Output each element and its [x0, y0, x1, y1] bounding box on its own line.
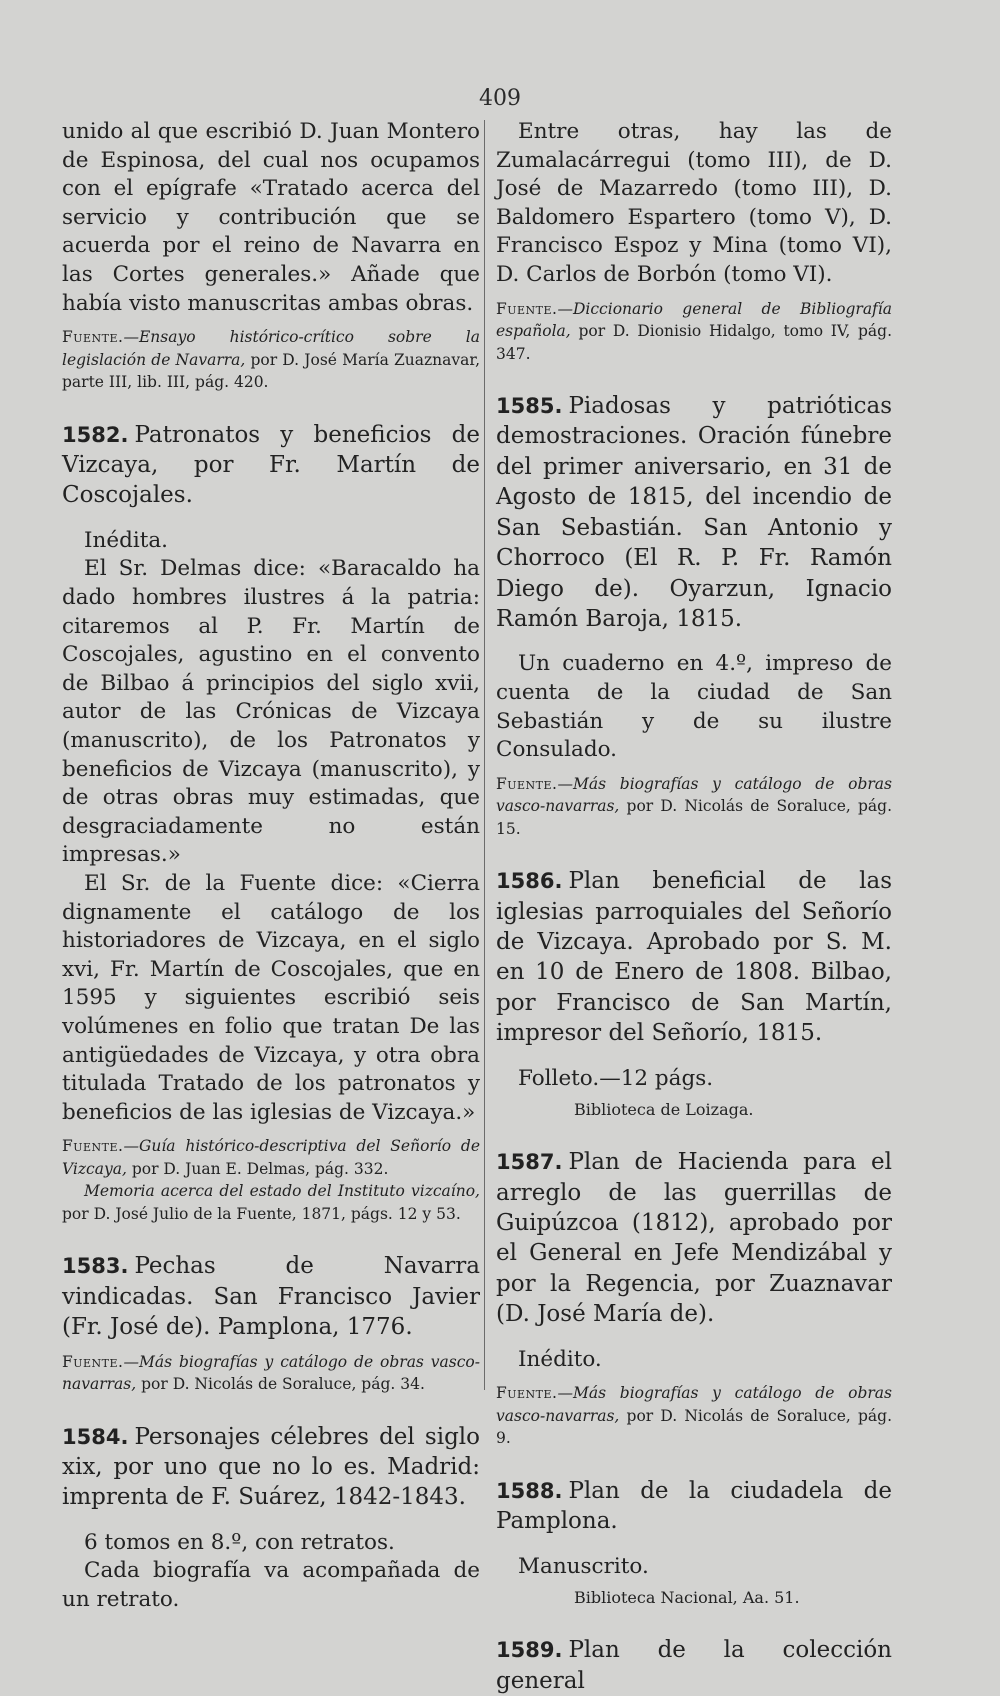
page-number: 409	[479, 86, 521, 111]
paragraph: Entre otras, hay las de Zumalacárregui (tomo III), de D. José de Mazarredo (tomo III), D. Baldomero Espartero (tomo V), D. Francisco Espoz y Mina (tomo VI), D. Carlos de Borbón (tomo VI).	[496, 119, 892, 287]
source-label: Fuente.	[496, 1384, 558, 1403]
entry-1583	[62, 1251, 480, 1342]
paragraph: unido al que escribió D. Juan Montero de Espinosa, del cual nos ocupamos con el epígrafe «Tratado acerca del servicio y contribución que se acuerda por el reino de Navarra en las Cortes generales.» Añade que había visto manuscritas ambas obras.	[62, 119, 480, 316]
source-detail: por D. José María Zuaznavar, parte III, lib. III, pág. 420.	[62, 350, 480, 392]
paragraph: Cada biografía va acompañada de un retrato.	[62, 1558, 480, 1612]
entry-1588	[496, 1476, 892, 1537]
source-title: —Diccionario general de Bibliografía española,	[496, 299, 892, 341]
entry-number: 1589.	[496, 1638, 563, 1663]
paragraph: Inédito.	[518, 1346, 602, 1372]
paragraph: Inédita.	[84, 527, 168, 553]
source-detail: por D. Dionisio Hidalgo, tomo IV, pág. 347.	[496, 322, 892, 363]
entry-1589	[496, 1635, 892, 1696]
library-location: Biblioteca de Loizaga.	[574, 1100, 754, 1120]
source-detail: por D. Nicolás de Soraluce, pág. 15.	[496, 797, 892, 838]
entry-title: Personajes célebres del siglo xix, por uno que no lo es. Madrid: imprenta de F. Suárez, 1842-1843.	[62, 1423, 480, 1511]
entry-number: 1582.	[62, 422, 129, 447]
source-note	[62, 1351, 480, 1396]
column-divider	[484, 120, 485, 1390]
entry-title: Plan de la ciudadela de Pamplona.	[496, 1477, 892, 1535]
source-label: Fuente.	[62, 328, 124, 347]
paragraph: Un cuaderno en 4.º, impreso de cuenta de la ciudad de San Sebastián y de su ilustre Consulado.	[496, 651, 892, 763]
entry-title: Pechas de Navarra vindicadas. San Francisco Javier (Fr. José de). Pamplona, 1776.	[62, 1253, 480, 1341]
entry-number: 1586.	[496, 869, 563, 894]
source-note	[496, 1382, 892, 1450]
entry-title: Plan de Hacienda para el arreglo de las guerrillas de Guipúzcoa (1812), aprobado por el General en Jefe Mendizábal y por la Regencia, por Zuaznavar (D. José María de).	[496, 1149, 892, 1328]
source-detail: por D. Juan E. Delmas, pág. 332.	[126, 1159, 389, 1178]
library-location: Biblioteca Nacional, Aa. 51.	[574, 1588, 800, 1608]
paragraph: El Sr. de la Fuente dice: «Cierra dignamente el catálogo de los historiadores de Vizcaya, en el siglo xvi, Fr. Martín de Coscojales, que en 1595 y siguientes escribió seis volúmenes en folio que tratan De las antigüedades de Vizcaya, y otra obra titulada Tratado de los patronatos y beneficios de las iglesias de Vizcaya.»	[62, 871, 480, 1125]
source-title: —Más biografías y catálogo de obras vasco-navarras,	[496, 1384, 892, 1425]
entry-number: 1583.	[62, 1254, 129, 1279]
entry-1587	[496, 1147, 892, 1329]
entry-1584	[62, 1422, 480, 1513]
entry-1582	[62, 420, 480, 511]
source-label: Fuente.	[62, 1352, 124, 1371]
source-note	[496, 773, 892, 841]
right-column	[496, 118, 892, 1696]
paragraph: Folleto.—12 págs.	[518, 1065, 714, 1091]
paragraph: 6 tomos en 8.º, con retratos.	[84, 1529, 395, 1555]
entry-title: Piadosas y patrióticas demostraciones. Oración fúnebre del primer aniversario, en 31 de Agosto de 1815, del incendio de San Sebastián. San Antonio y Chorroco (El R. P. Fr. Ramón Diego de). Oyarzun, Ignacio Ramón Baroja, 1815.	[496, 393, 892, 632]
source-detail: por D. Nicolás de Soraluce, pág. 34.	[136, 1375, 425, 1394]
entry-number: 1587.	[496, 1150, 563, 1175]
entry-title: Plan de la colección general	[496, 1637, 892, 1694]
source-label: Fuente.	[62, 1137, 124, 1156]
source-note	[496, 298, 892, 366]
source-title: Memoria acerca del estado del Instituto vizcaíno,	[84, 1182, 480, 1201]
entry-number: 1585.	[496, 394, 563, 419]
source-title: —Más biografías y catálogo de obras vasco-navarras,	[62, 1352, 480, 1394]
paragraph: El Sr. Delmas dice: «Baracaldo ha dado hombres ilustres á la patria: citaremos al P. Fr. Martín de Coscojales, agustino en el convento de Bilbao á principios del siglo xvii, autor de las Crónicas de Vizcaya (manuscrito), de los Patronatos y beneficios de Vizcaya (manuscrito), y de otras obras muy estimadas, que desgraciadamente no están impresas.»	[62, 556, 480, 868]
paragraph: Manuscrito.	[518, 1553, 649, 1579]
source-note	[62, 1180, 480, 1225]
source-detail: por D. Nicolás de Soraluce, pág. 9.	[496, 1406, 892, 1448]
source-note	[62, 326, 480, 394]
source-label: Fuente.	[496, 299, 558, 318]
source-title: —Más biografías y catálogo de obras vasco-navarras,	[496, 774, 892, 816]
entry-number: 1584.	[62, 1424, 129, 1449]
entry-title: Plan beneficial de las iglesias parroquiales del Señorío de Vizcaya. Aprobado por S. M. en 10 de Enero de 1808. Bilbao, por Francisco de San Martín, impresor del Señorío, 1815.	[496, 868, 892, 1047]
entry-title: Patronatos y beneficios de Vizcaya, por Fr. Martín de Coscojales.	[62, 421, 480, 509]
source-title: —Guía histórico-descriptiva del Señorío de Vizcaya,	[62, 1137, 480, 1178]
entry-1586	[496, 866, 892, 1048]
entry-number: 1588.	[496, 1478, 563, 1503]
left-column	[62, 118, 480, 1615]
entry-1585	[496, 391, 892, 634]
source-title: —Ensayo histórico-crítico sobre la legislación de Navarra,	[62, 328, 480, 369]
source-note	[62, 1135, 480, 1180]
source-detail: por D. José Julio de la Fuente, 1871, págs. 12 y 53.	[62, 1204, 461, 1223]
source-label: Fuente.	[496, 774, 558, 793]
